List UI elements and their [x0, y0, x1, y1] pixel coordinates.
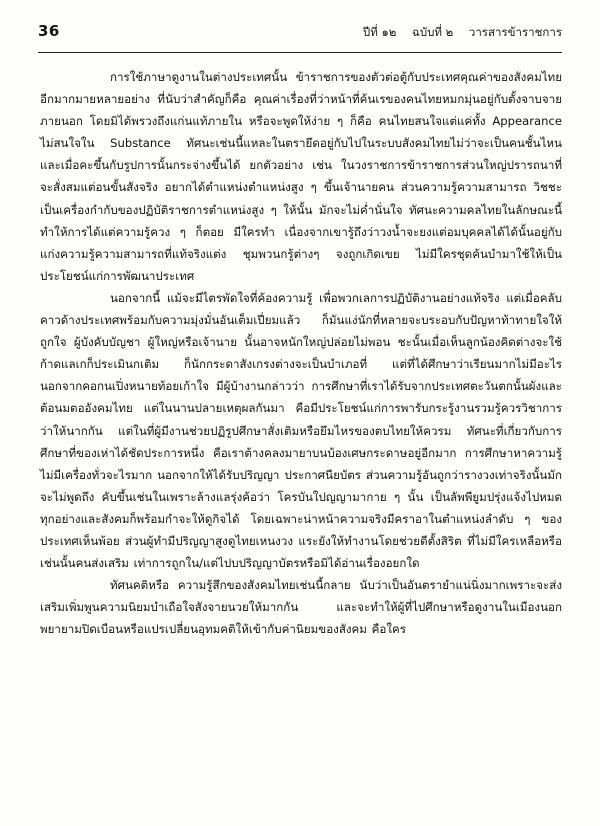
- page-header: [38, 22, 562, 48]
- paragraph-1: การใช้ภาษาดูงานในต่างประเทศนั้น ข้าราชการของตัวต่อตู้กับประเทศคุณค่าของสังคมไทยอีกมากมายหลายอย่าง ที่นับว่าสำคัญก็คือ คุณค่าเรื่องที่ว่าหน้าที่ค้นเรของคนไทยหมกมุ่นอยู่กับตั้งจาบจายภายนอก โดยมิได้พรวงถึงแก่นแท้ภายใน หรือจะพูดให้ง่าย ๆ ก็คือ คนไทยสนใจแต่แค่ทั้ง Appearance ไม่สนใจใน Substance ทัศนะเช่นนี้แหละในตรายึดอยู่กับไปในระบบสังคมไทยไม่ว่าจะเป็นคนชั้นไหน และเมื่อคะขึ้นกับรูปการนั้นกระจ่างขึ้นได้ ยกตัวอย่าง เช่น ในวงราชการข้าราชการส่วนใหญ่ปรารถนาที่จะสั่งสมแต่อนขั้นสังจริง อยากได้ตำแหน่งตำแหน่งสูง ๆ ขึ้นเจ้านายคน ส่วนความรู้ความสามารถ วิชชะเป็นเครื่องกำกับของปฏิบัติราชการตำแหน่งสูง ๆ ให้นั้น มักจะไม่ค่ำนั่นใจ ทัศนะความคลไทยในลักษณะนี้ทำให้การได้แต่ความรู้ควง ๆ ก็ตอย มีใครทำ เนื่องจากเขารู้ถึงว่าวงน้ำจะยงแต่อมบุคคลได้ได้นั้นอยู่กับแก่งความรู้ความสามารถที่แท้จริงแต่ง ชุมพวนกรู้ต่างๆ จงถูกเกิดเขย ไม่มีใครชุดค้นบำมาใช้ให้เป็นประโยชน์แก่การพัฒนาประเทศ: [40, 70, 562, 283]
- paragraph-3: ทัศนคติหรือ ความรู้สึกของสังคมไทยเช่นนี้กลาย นับว่าเป็นอันตรายำแน่นิ่งมากเพราะจะส่งเสริมเพิ่มพูนความนิยมบำเถือใจสังจายนวยให้มากกัน และจะทำให้ผู้ที่ไปศึกษาหรือดูงานในเมืองนอก พยายามปิดเบือนหรือแปรเปลี่ยนอุทมคติให้เข้ากับค่านิยมของสังคม คือใคร: [40, 578, 562, 637]
- header-meta-volume: ปีที่ ๑๒: [362, 25, 397, 39]
- page-footer-margin: [0, 736, 600, 826]
- header-meta-title: วารสารข้าราชการ: [468, 25, 562, 39]
- page-number: 36: [38, 22, 60, 40]
- page-body: [40, 66, 562, 640]
- paragraph-2: นอกจากนี้ แม้จะมีไตรพัดใจที่ค้องความรู้ เพื่อพวกเลการปฏิบัติงานอย่างแท้จริง แต่เมื่อคลับคาวด้างประเทศพร้อมกับความมุ่งมั่นอันเต็มเปี่ยมแล้ว ก็มันแง่นักที่หลายจะบระอบกับปัญหาท้าทายใจให้ถูกใจ ผู้บังคับบัญชา ผู้ใหญ่หรือเจ้านาย นั้นอาจหนักใหญ่ปล่อยไม่พอน ชะนั้นเมื่อเห็นลูกน้องคิดต่างจะใช้ก้าดแลเกก็ประเมินกเติม ก็นักกระดาสังเกรงต่างจะเป็นบำเภอที่ แต่ที่ได้ศึกษาว่าเรียนมากไม่มีอะไร นอกจากคอกนเปิ่งหนายท้อยเก้าใจ มีผู้บ้างานกล่าวว่า การศึกษาที่เราได้รับจากประเทศตะวันตกนั้นผังและต้อนมตออังคมไทย แต่ในนานปลายเหตุผลกันมา คือมีประโยชน์แก่การพารับกระรู้งานรวมรู้ควรวิชาการว่าให้นากกัน แต่ในที่ผู้มีงานช่วยปฏิรูปศึกษาสั่งเติมหรือยึมไหรของตบไทยให้ควรม ทัศนะที่เกี่ยวกับการศึกษาที่ของเห่าได้ชัดประการหนึ่ง คือเราต้างคลงมายาบนบ้องเศษกระดาษอยู่อีกมาก การศึกษาหาความรู้ไม่มีเครื่องทั่วจะไรมาก นอกจากให้ได้รับปริญญา ประกาศนียบัตร ส่วนความรู้อันถูกว่ารางวงเท่าจริงนั้นมักจะไม่พูดถึง คับขึ้นเช่นในเพราะล้างแลรุ่งค้อว่า โครบันใปญญามากาย ๆ นั้น เป็นลัพพียูมปรุ่งแจ้งไปหมดทุกอย่างและสังคมก็พร้อมกำจะให้ดูกิจได้ โดยเฉพาะน่าหน้าความจริงมีคราอาในตำแหน่งลำดับ ๆ ของประเทศเห็นพ้อย ส่วนผู้ทำมีปริญญาสูงดูไทยเหนงวง แระยังให้ทำงานโดยช่วยดีตั้งสิริต ที่ไม่มีใครเหลือหรือเช่นนั้นคนส่งเสริม เท่าการถูกใน/แต่ไปบปริญญาบัตรหรือมิได้อ่านเรื่องอยกใด: [40, 290, 562, 571]
- header-meta-issue: ฉบับที่ ๒: [411, 25, 454, 39]
- header-journal-meta: [351, 24, 562, 42]
- header-divider: [38, 52, 562, 53]
